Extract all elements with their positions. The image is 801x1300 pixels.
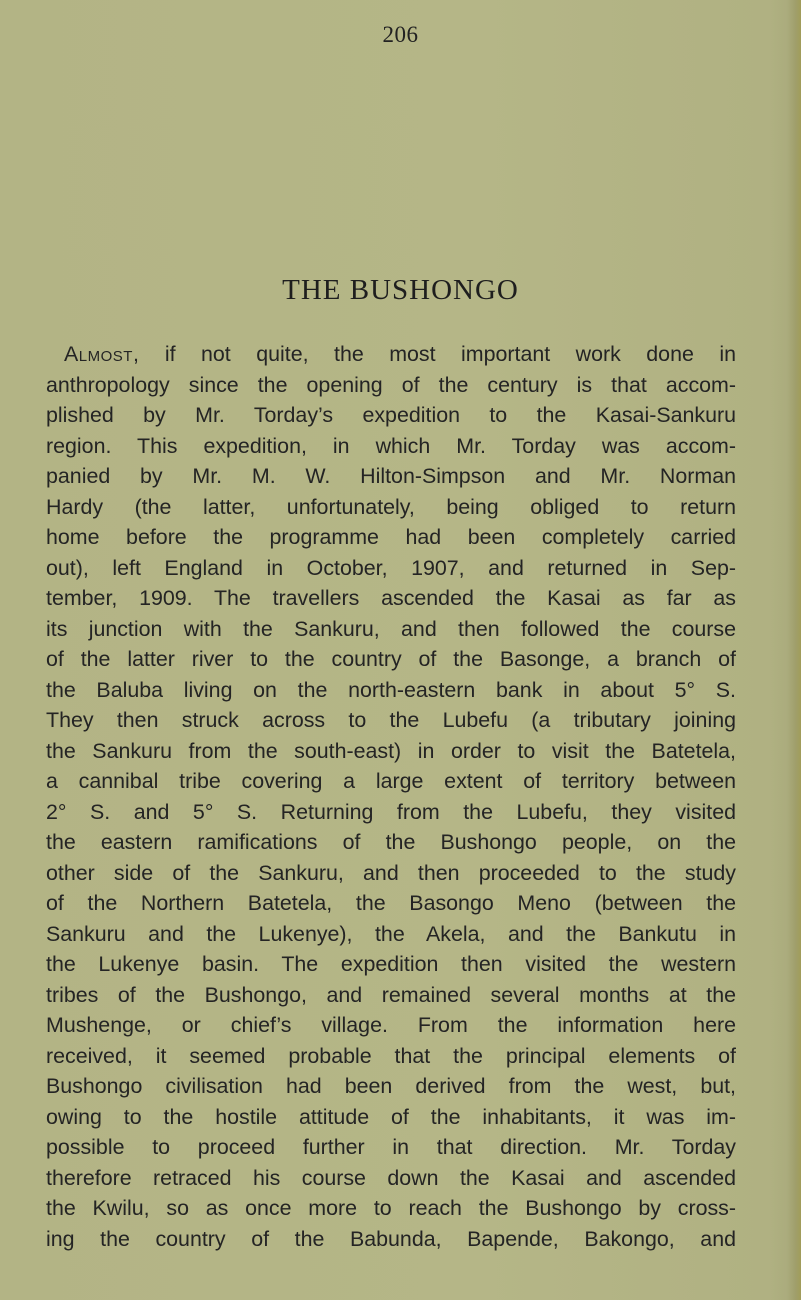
text-line: They then struck across to the Lubefu (a tributary joining (46, 708, 736, 732)
text-line: received, it seemed probable that the principal elements of (46, 1043, 736, 1068)
text-line: the Sankuru from the south-east) in order to visit the Batetela, (46, 738, 736, 763)
text-line: owing to the hostile attitude of the inhabitants, it was im- (46, 1104, 736, 1129)
text-line: the Baluba living on the north-eastern bank in about 5° S. (46, 677, 736, 702)
page-edge-shadow (787, 0, 801, 1300)
text-line: Bushongo civilisation had been derived from the west, but, (46, 1074, 736, 1098)
text-line: of the latter river to the country of the Basonge, a branch of (46, 647, 736, 671)
text-line: Mushenge, or chief’s village. From the information here (46, 1013, 736, 1037)
text-line: panied by Mr. M. W. Hilton-Simpson and Mr. Norman (46, 464, 736, 488)
body-paragraph (46, 339, 736, 1254)
text-line: possible to proceed further in that direction. Mr. Torday (46, 1135, 736, 1159)
text-line: 2° S. and 5° S. Returning from the Lubefu, they visited (46, 799, 736, 824)
text-line: its junction with the Sankuru, and then followed the course (46, 616, 736, 641)
text-line: the Lukenye basin. The expedition then visited the western (46, 952, 736, 976)
text-line: the eastern ramifications of the Bushongo people, on the (46, 830, 736, 854)
text-line: Sankuru and the Lukenye), the Akela, and the Bankutu in (46, 921, 736, 946)
text-line-content: if not quite, the most important work done in (164, 342, 736, 366)
text-line: Hardy (the latter, unfortunately, being obliged to return (46, 494, 736, 519)
text-line: ing the country of the Babunda, Bapende, Bakongo, and (46, 1226, 736, 1251)
text-line: out), left England in October, 1907, and returned in Sep- (46, 555, 736, 580)
text-line: the Kwilu, so as once more to reach the Bushongo by cross- (46, 1196, 736, 1220)
text-line (46, 339, 736, 370)
text-line: anthropology since the opening of the century is that accom- (46, 372, 736, 397)
text-line: other side of the Sankuru, and then proceeded to the study (46, 860, 736, 885)
text-line: tember, 1909. The travellers ascended the Kasai as far as (46, 586, 736, 610)
page-number: 206 (382, 22, 419, 47)
lead-word: Almost, (64, 342, 140, 366)
text-line: plished by Mr. Torday’s expedition to the Kasai-Sankuru (46, 403, 736, 427)
text-line: of the Northern Batetela, the Basongo Meno (between the (46, 891, 736, 915)
text-line: tribes of the Bushongo, and remained several months at the (46, 982, 736, 1007)
text-line: therefore retraced his course down the Kasai and ascended (46, 1165, 736, 1190)
text-line: a cannibal tribe covering a large extent of territory between (46, 769, 736, 793)
chapter-title: THE BUSHONGO (282, 274, 519, 306)
text-line: home before the programme had been completely carried (46, 525, 736, 549)
text-line: region. This expedition, in which Mr. Torday was accom- (46, 433, 736, 458)
